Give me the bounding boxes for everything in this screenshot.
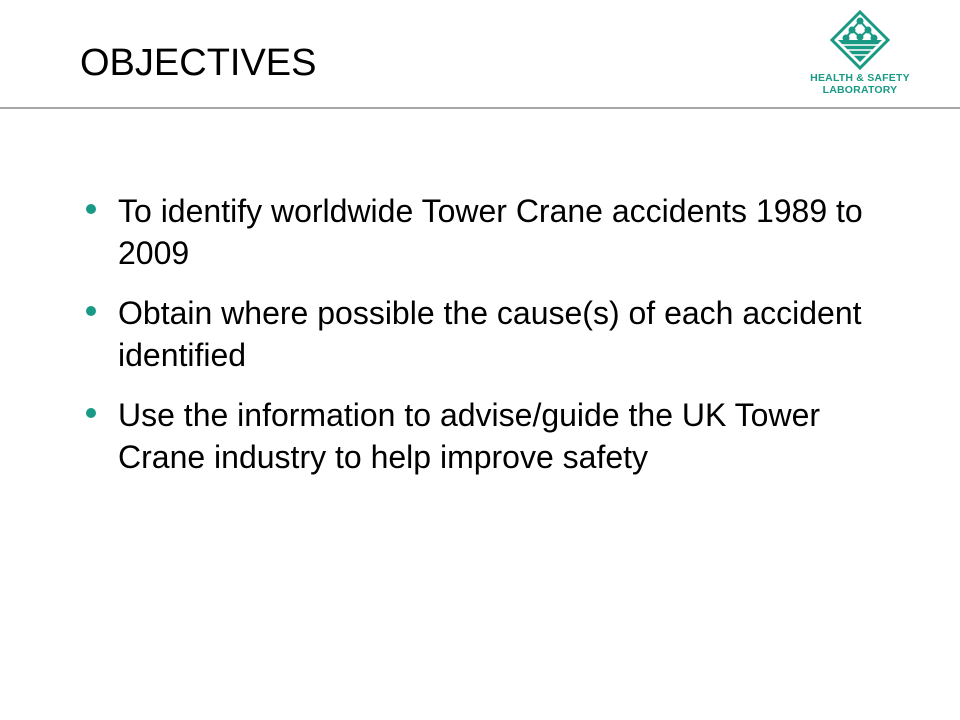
slide-title: OBJECTIVES: [80, 42, 317, 84]
bullet-dot-icon: [86, 408, 96, 418]
bullet-item: [86, 292, 916, 376]
hsl-logo: [808, 10, 912, 102]
title-divider: [0, 107, 960, 109]
logo-text-line2: LABORATORY: [822, 84, 898, 96]
logo-text-line1: HEALTH & SAFETY: [810, 72, 910, 84]
bullet-dot-icon: [86, 306, 96, 316]
bullet-dot-icon: [86, 204, 96, 214]
bullet-list: [86, 190, 916, 496]
bullet-text: Use the information to advise/guide the UK Tower Crane industry to help improve safety: [118, 397, 821, 475]
bullet-text: To identify worldwide Tower Crane accidents 1989 to 2009: [118, 193, 863, 271]
hsl-diamond-logo-icon: [830, 10, 890, 70]
bullet-item: [86, 190, 916, 274]
bullet-text: Obtain where possible the cause(s) of each accident identified: [118, 295, 862, 373]
bullet-item: [86, 394, 916, 478]
